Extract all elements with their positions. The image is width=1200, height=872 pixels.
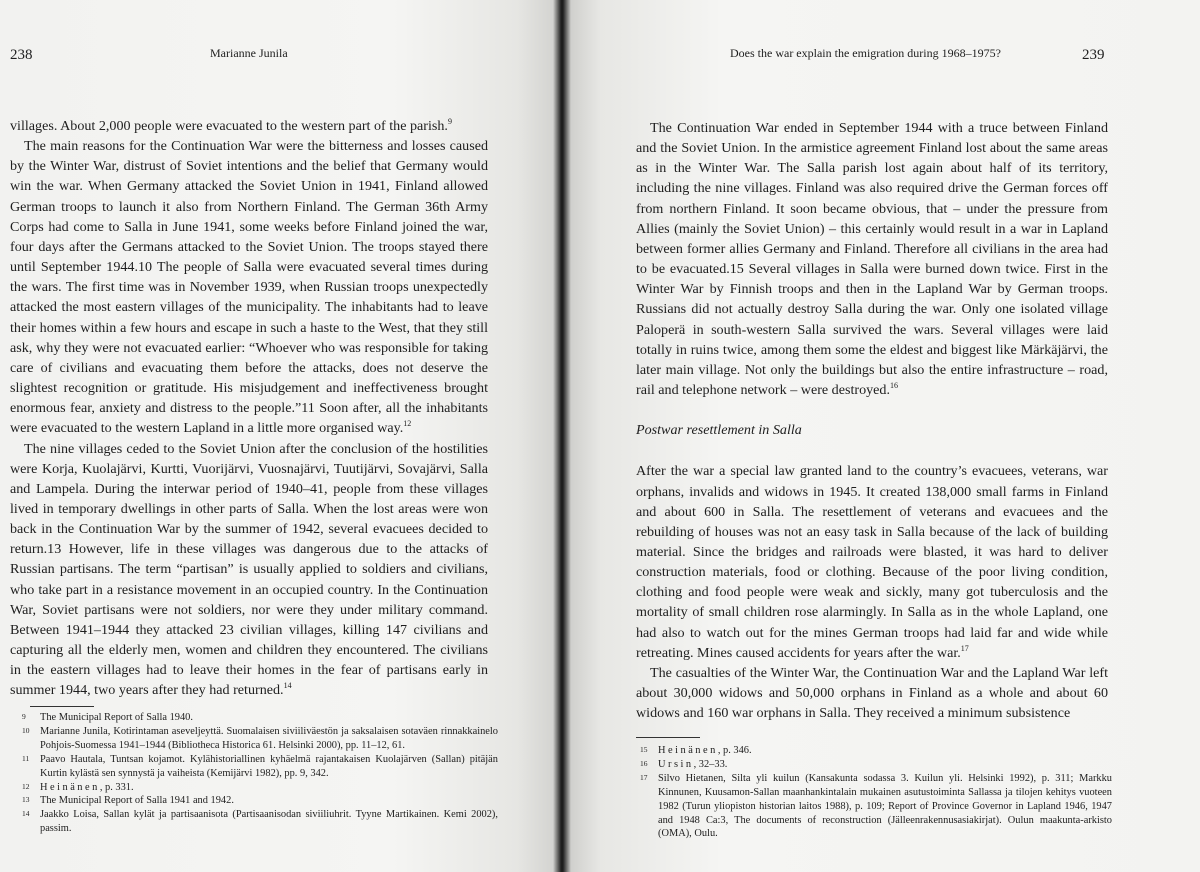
footnote: 12 Heinänen, p. 331. [22, 781, 134, 793]
left-body-text [10, 116, 488, 701]
footnote-rule [636, 737, 700, 738]
paragraph: The main reasons for the Continuation War were the bitterness and losses caused by the Winter War, distrust of Soviet intentions and the belief that Germany would win the war. When Germany attacked the Soviet Union in 1941, Finland allowed German troops to launch it also from Northern Finland. The German 36th Army Corps had come to Salla in June 1941, some weeks before Finland joined the war, four days after the Germans attacked to the Soviet Union. The troops stayed there until September 1944.10 The people of Salla were evacuated several times during the wars. The first time was in November 1939, when Russian troops unexpectedly attacked the most eastern villages of the municipality. The inhabitants had to leave their homes within a few hours and escape in such a haste to the West, that they still ask, why they were not evacuated earlier: “Whoever who was responsible for taking care of civilians and evacuating them before the attacks, does not deserve the slightest recognition or gratitude. His misjudgement and ineffectiveness brought enormous fear, anxiety and distress to the people.”11 Soon after, all the inhabitants were evacuated to the western Lapland in a little more organised way.$^{12}$ [10, 138, 488, 437]
right-footnotes [640, 744, 1112, 841]
footnote: 14 Jaakko Loisa, Sallan kylät ja partisaanisota (Partisaanisodan siviiliuhrit. Tyyne Martikainen. Kemi 2002), passim. [22, 809, 498, 835]
footnote: 11 Paavo Hautala, Tuntsan kojamot. Kylähistoriallinen kyhäelmä rajantakaisen Kuolajärven (Sallan) pitäjän Kurtin kylästä sen synnystä ja vaiheista (Kemijärvi 1982), pp. 9, 342. [22, 753, 498, 779]
footnote-ref: 9 [447, 117, 452, 126]
footnote-rule [30, 706, 94, 707]
running-head-author: Marianne Junila [210, 46, 288, 60]
left-footnotes [22, 711, 498, 836]
paragraph: villages. About 2,000 people were evacuated to the western part of the parish.$^9$ [10, 117, 452, 134]
footnote: 10 Marianne Junila, Kotirintaman aseveljeyttä. Suomalaisen siviiliväestön ja saksalaisen sotaväen rinnakkainelo Pohjois-Suomessa 1941–1944 (Bibliotheca Historica 61. Helsinki 2000), pp. 11–12, 61. [22, 725, 498, 751]
page-number-left: 238 [10, 47, 33, 63]
right-page [562, 0, 1200, 872]
footnote: 9 The Municipal Report of Salla 1940. [22, 712, 193, 723]
footnote: 13 The Municipal Report of Salla 1941 and 1942. [22, 795, 234, 807]
footnote-ref: 12 [403, 419, 412, 429]
footnote-ref: 16 [889, 381, 898, 391]
footnote-ref: 17 [960, 643, 969, 653]
section-heading: Postwar resettlement in Salla [636, 422, 802, 439]
paragraph: The nine villages ceded to the Soviet Union after the conclusion of the hostilities were Korja, Kuolajärvi, Kurtti, Vuorijärvi, Vuosnajärvi, Tuutijärvi, Sovajärvi, Salla and Lampela. During the interwar period of 1940–41, people from these villages lived in temporary dwellings in other parts of Salla. When the lost areas were won back in the Continuation War by the summer of 1942, several evacuees decided to return.13 However, life in these villages was dangerous due to the attacks of Russian partisans. The term “partisan” is usually applied to soldiers and civilians, who take part in a resistance movement in an occupied country. In the Continuation War, Soviet partisans were not soldiers, nor were they under military command. Between 1941–1944 they attacked 23 civilian villages, killing 147 civilians and capturing all the elderly men, women and children they encountered. The civilians in the eastern villages had to leave their homes in the fear of partisans early in summer 1944, two years after they had returned.$^{14}$ [10, 440, 488, 699]
footnote-ref: 14 [283, 681, 292, 691]
footnote: 16 Ursin, 32–33. [640, 758, 728, 770]
footnote: 15 Heinänen, p. 346. [640, 745, 752, 756]
paragraph: After the war a special law granted land to the country’s evacuees, veterans, war orphans, invalids and widows in 1945. It created 138,000 small farms in Finland and about 600 in Salla. The resettlement of veterans and evacuees and the rebuilding of houses was not an easy task in Salla because of the lack of building material. Since the bridges and railroads were blasted, it was hard to deliver construction materials, food or clothing. Because of the poor living condition, clothing and food people were weak and sickly, many got tuberculosis and the mortality of small children rose alarmingly. In Salla as in the whole Lapland, one had also to watch out for the mines German troops had laid far and wide while retreating. Mines caused accidents for years after the war.$^{17}$ [636, 463, 1108, 661]
paragraph: The Continuation War ended in September 1944 with a truce between Finland and the Soviet Union. In the armistice agreement Finland lost about the same areas as in the Winter War. The Salla parish lost again about half of its territory, including the nine villages. Finland was also required drive the German forces off from northern Finland. It soon became obvious, that – under the pressure from Allies (mainly the Soviet Union) – this certainly would result in a war in Lapland between former allies Germany and Finland. Therefore all civilians in the area had to be evacuated.15 Several villages in Salla were burned down twice. First in the Winter War by Finnish troops and then in the Lapland War by German troops. Russians did not actually destroy Salla during the war. Only one isolated village Paloperä in south-western Salla survived the wars. Several villages were laid totally in ruins twice, among them some the eldest and biggest like Märkäjärvi, the later main village. Not only the buildings but also the entire infrastructure – road, rail and telephone network – were destroyed.$^{16}$ [636, 120, 1108, 399]
page-number-right: 239 [1082, 47, 1105, 63]
running-head-title: Does the war explain the emigration during 1968–1975? [730, 46, 1001, 60]
footnote: 17 Silvo Hietanen, Silta yli kuilun (Kansakunta sodassa 3. Kuilun yli. Helsinki 1992), p. 311; Markku Kinnunen, Kuusamon-Sallan maanhankintalain mukainen asutustoiminta Sallassa ja tilojen kehitys vuoteen 1982 (Turun yliopiston historian laitos 1988), p. 109; Report of Province Governor in Lapland 1946, 1947 and 1948 Ca:3, The documents of reconstruction (Jälleenrakennusasiakirjat). Oulun maakunta-arkisto (OMA), Oulu. [640, 772, 1113, 840]
paragraph: The casualties of the Winter War, the Continuation War and the Lapland War left about 30,000 widows and 50,000 orphans in Finland as a whole and about 60 widows and 160 war orphans in Salla. They received a minimum subsistence [636, 664, 1108, 722]
book-gutter [553, 0, 571, 872]
right-body-text [636, 118, 1108, 723]
